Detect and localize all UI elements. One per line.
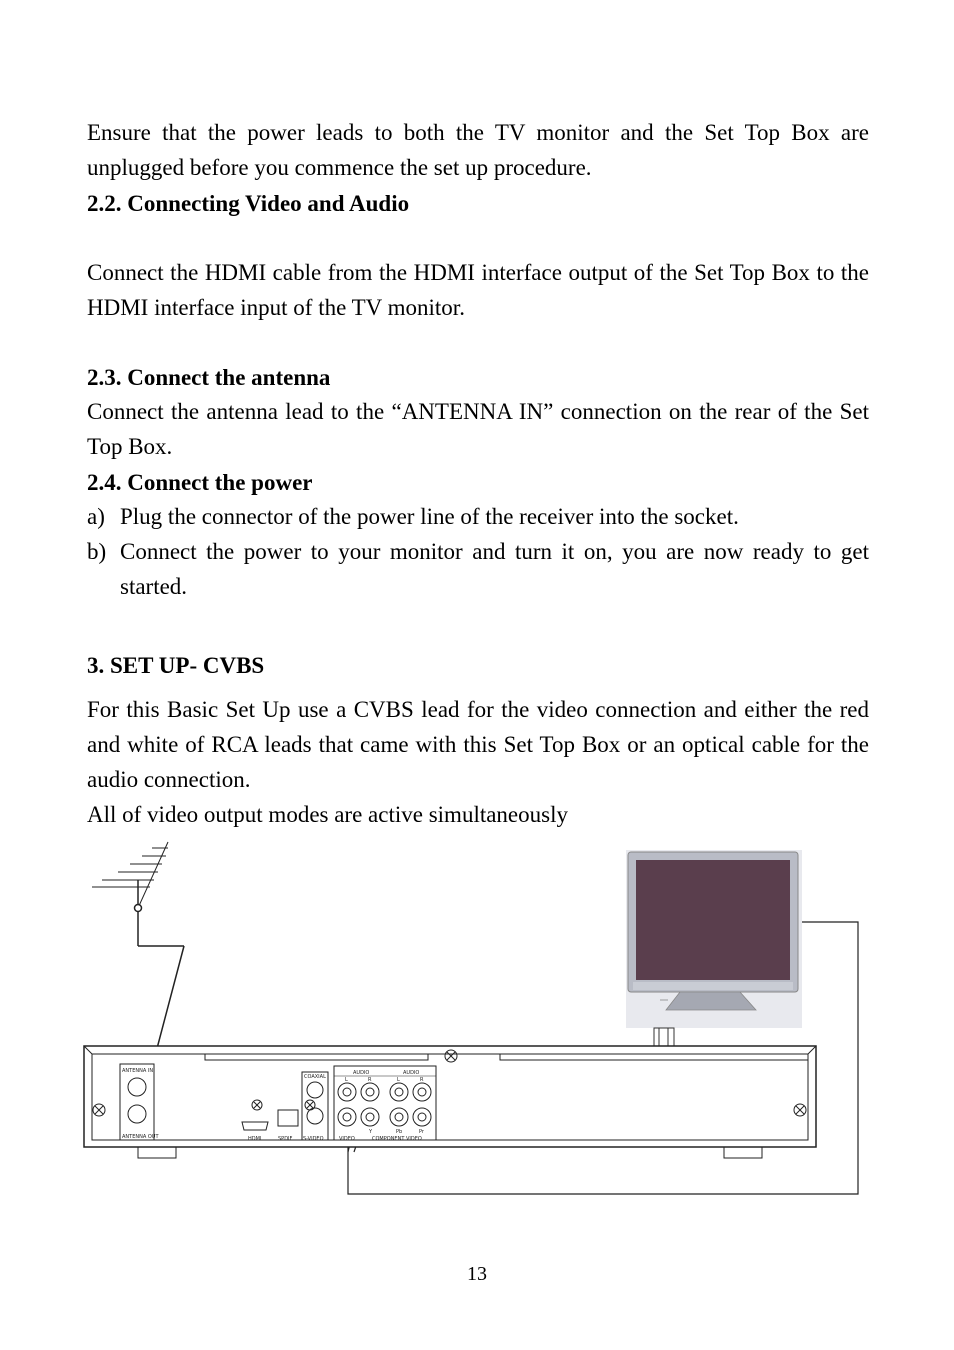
heading-setup-cvbs: 3. SET UP- CVBS bbox=[87, 653, 265, 678]
label-l2: L bbox=[397, 1077, 400, 1083]
label-pr: Pr bbox=[419, 1129, 424, 1135]
list-marker: b) bbox=[87, 539, 107, 564]
label-r2: R bbox=[420, 1077, 424, 1083]
heading-connect-antenna: 2.3. Connect the antenna bbox=[87, 365, 331, 390]
output-modes-note: All of video output modes are active simultaneously bbox=[87, 802, 568, 827]
label-coaxial: COAXIAL bbox=[304, 1074, 326, 1080]
label-svideo: S-VIDEO bbox=[303, 1136, 324, 1142]
label-audio-2: AUDIO bbox=[403, 1070, 420, 1076]
label-r1: R bbox=[368, 1077, 372, 1083]
list-text: Plug the connector of the power line of the receiver into the socket. bbox=[120, 504, 739, 529]
intro-paragraph: Ensure that the power leads to both the TV monitor and the Set Top Box are unplugged before you commence the set up procedure. bbox=[87, 120, 869, 180]
label-video: VIDEO bbox=[339, 1136, 355, 1142]
label-antenna-in: ANTENNA IN bbox=[122, 1068, 154, 1074]
cvbs-paragraph: For this Basic Set Up use a CVBS lead for the video connection and either the red and white of RCA leads that came with this Set Top Box or an optical cable for the audio connection. bbox=[87, 697, 869, 792]
heading-connect-power: 2.4. Connect the power bbox=[87, 470, 313, 495]
label-y: Y bbox=[369, 1129, 373, 1135]
hdmi-paragraph: Connect the HDMI cable from the HDMI interface output of the Set Top Box to the HDMI interface input of the TV monitor. bbox=[87, 260, 869, 320]
label-component-video: COMPONENT VIDEO bbox=[372, 1136, 422, 1142]
set-top-box-rear-panel bbox=[84, 1046, 816, 1158]
label-spdif: SPDIF bbox=[278, 1136, 293, 1142]
connection-diagram bbox=[80, 840, 870, 1205]
heading-connecting-video-audio: 2.2. Connecting Video and Audio bbox=[87, 191, 410, 216]
label-antenna-out: ANTENNA OUT bbox=[122, 1134, 159, 1140]
label-l1: L bbox=[345, 1077, 348, 1083]
label-hdmi: HDMI bbox=[248, 1136, 262, 1142]
list-text: Connect the power to your monitor and turn it on, you are now ready to get started. bbox=[120, 539, 869, 599]
page-number: 13 bbox=[467, 1263, 487, 1285]
list-marker: a) bbox=[87, 504, 105, 529]
label-pb: Pb bbox=[396, 1129, 403, 1135]
antenna-icon bbox=[92, 842, 184, 1075]
antenna-paragraph: Connect the antenna lead to the “ANTENNA IN” connection on the rear of the Set Top Box. bbox=[87, 399, 869, 459]
label-audio-1: AUDIO bbox=[353, 1070, 370, 1076]
